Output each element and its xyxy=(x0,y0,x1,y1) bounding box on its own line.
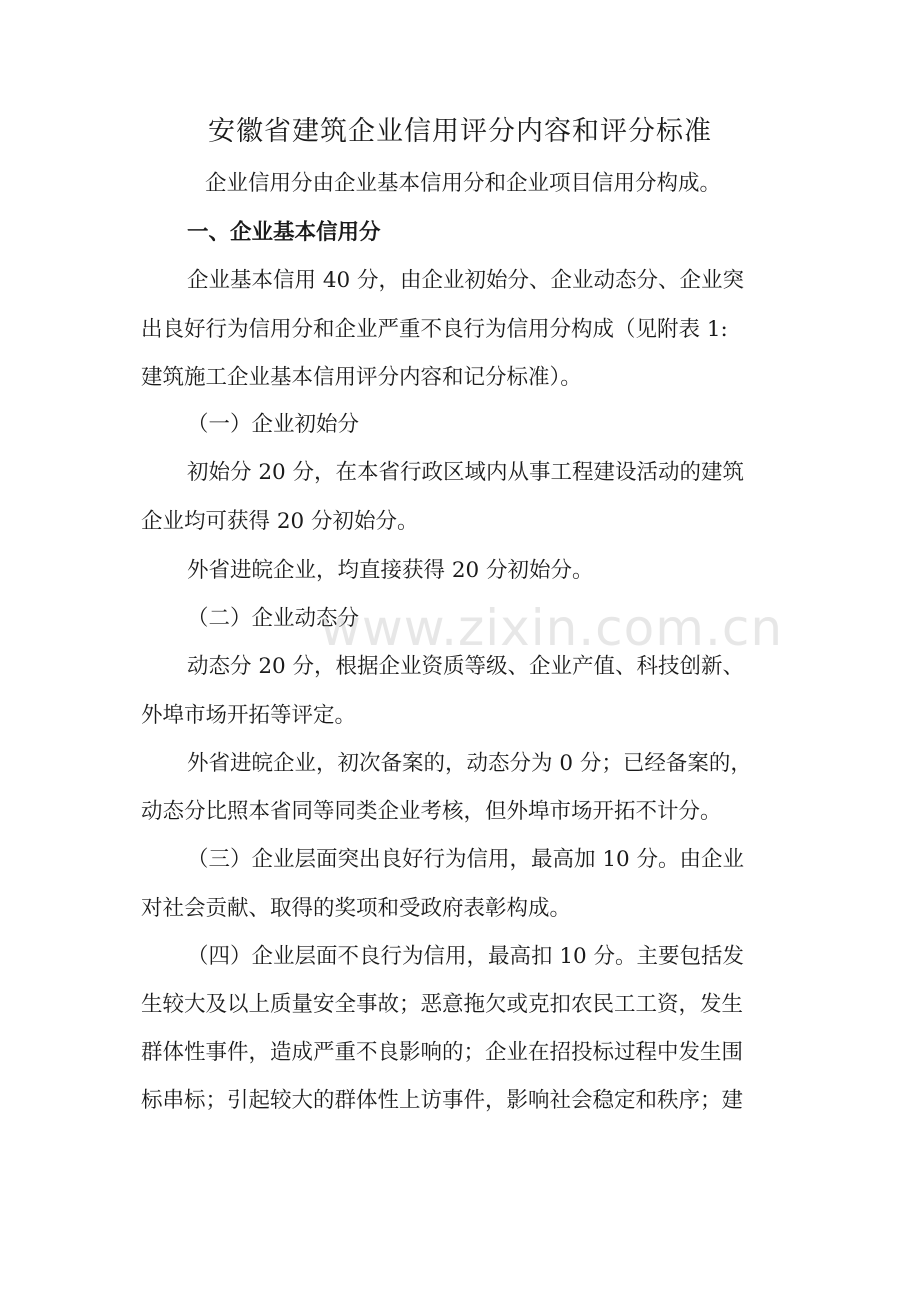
subsection-heading: （一）企业初始分 xyxy=(187,412,360,437)
watermark: www.zixin.com.cn xyxy=(320,599,784,657)
intro-text: 企业信用分由企业基本信用分和企业项目信用分构成。 xyxy=(205,171,722,196)
paragraph-line: 外埠市场开拓等评定。 xyxy=(141,703,357,728)
paragraph-line: 出良好行为信用分和企业严重不良行为信用分构成（见附表 1: xyxy=(141,317,728,342)
paragraph-line: 企业基本信用 40 分，由企业初始分、企业动态分、企业突 xyxy=(187,268,745,293)
paragraph-line: （四）企业层面不良行为信用，最高扣 10 分。主要包括发 xyxy=(187,944,745,969)
paragraph-line: 建筑施工企业基本信用评分内容和记分标准）。 xyxy=(141,365,582,390)
paragraph-line: 生较大及以上质量安全事故；恶意拖欠或克扣农民工工资，发生 xyxy=(141,992,744,1017)
paragraph-line: 标串标；引起较大的群体性上访事件，影响社会稳定和秩序；建 xyxy=(141,1088,744,1113)
paragraph-line: 初始分 20 分，在本省行政区域内从事工程建设活动的建筑 xyxy=(187,460,745,485)
paragraph-line: 动态分 20 分，根据企业资质等级、企业产值、科技创新、 xyxy=(187,654,745,679)
paragraph-line: 企业均可获得 20 分初始分。 xyxy=(141,509,419,534)
paragraph-line: （三）企业层面突出良好行为信用，最高加 10 分。由企业 xyxy=(187,847,745,872)
paragraph-line: 对社会贡献、取得的奖项和受政府表彰构成。 xyxy=(141,896,572,921)
subsection-heading: （二）企业动态分 xyxy=(187,606,360,631)
paragraph-line: 群体性事件，造成严重不良影响的；企业在招投标过程中发生围 xyxy=(141,1040,744,1065)
section-heading: 一、企业基本信用分 xyxy=(187,220,381,245)
paragraph-line: 动态分比照本省同等同类企业考核，但外埠市场开拓不计分。 xyxy=(141,799,722,824)
document-title: 安徽省建筑企业信用评分内容和评分标准 xyxy=(208,116,712,147)
paragraph-line: 外省进皖企业，均直接获得 20 分初始分。 xyxy=(187,558,594,583)
paragraph-line: 外省进皖企业，初次备案的，动态分为 0 分；已经备案的， xyxy=(187,751,752,776)
